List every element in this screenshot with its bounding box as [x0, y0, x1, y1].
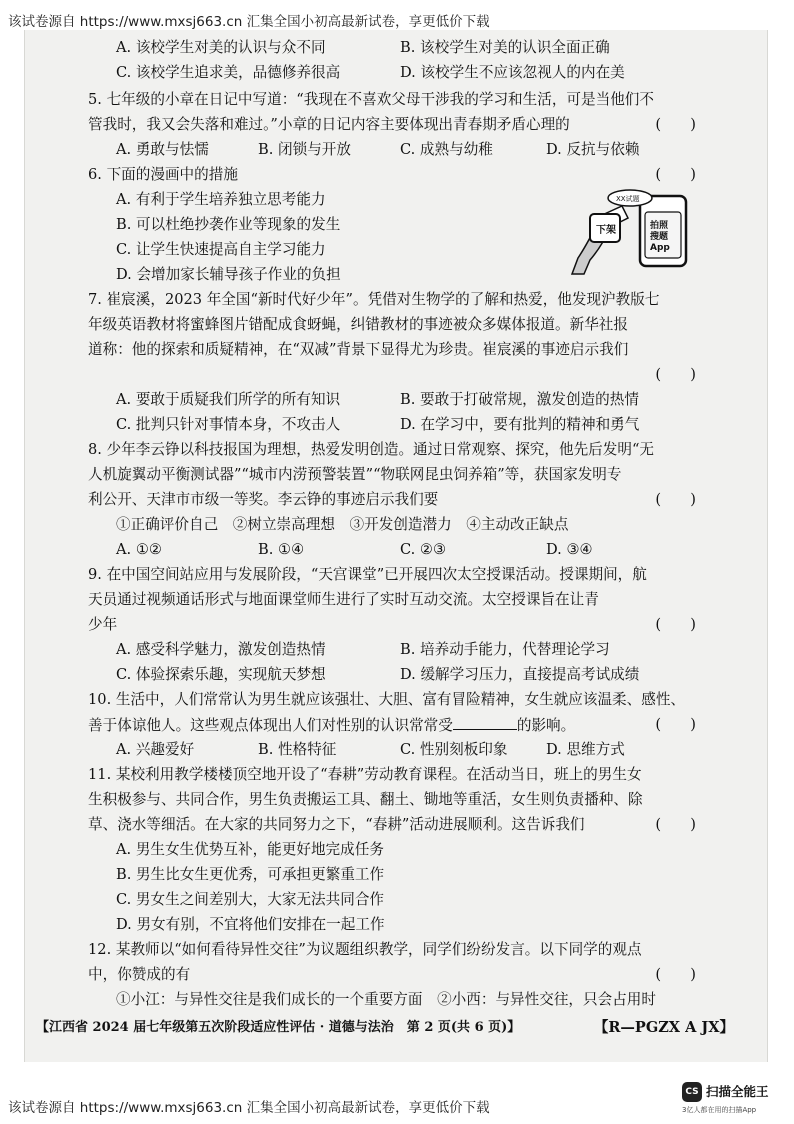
q9-stem-line2: 天员通过视频通话形式与地面课堂师生进行了实时互动交流。太空授课旨在让青 [88, 591, 599, 608]
q7-options-row2 [116, 413, 700, 437]
q9-options-row2 [116, 663, 700, 687]
q9-option-c: C. 体验探索乐趣，实现航天梦想 [116, 666, 326, 683]
q10-options [116, 738, 700, 762]
cartoon-drawing [570, 188, 700, 280]
cartoon-right-label: 拍照搜题 App [650, 221, 670, 253]
answer-paren: ( ) [655, 816, 696, 833]
q7-options-row1 [116, 388, 700, 412]
q5-option-d: D. 反抗与依赖 [546, 141, 640, 158]
q6-cartoon [570, 188, 700, 280]
fill-blank [453, 713, 517, 730]
q5-option-b: B. 闭锁与开放 [258, 141, 351, 158]
answer-paren: ( ) [655, 491, 696, 508]
q7-option-a: A. 要敢于质疑我们所学的所有知识 [116, 391, 341, 408]
q4-options-row1 [116, 36, 700, 60]
scanner-logo [682, 1080, 794, 1120]
answer-paren: ( ) [655, 116, 696, 133]
q8-option-b: B. ①④ [258, 541, 305, 558]
answer-paren: ( ) [655, 616, 696, 633]
q12-stem-line1: 12. 某教师以“如何看待异性交往”为议题组织教学，同学们纷纷发言。以下同学的观点 [88, 941, 642, 958]
q10-stem-line1: 10. 生活中，人们常常认为男生就应该强壮、大胆、富有冒险精神，女生就应该温柔、感性、 [88, 691, 686, 708]
q8-items: ①正确评价自己 ②树立崇高理想 ③开发创造潜力 ④主动改正缺点 [116, 516, 569, 533]
q4-options-row2 [116, 61, 700, 85]
logo-mark: CS [682, 1082, 702, 1102]
q9-options-row1 [116, 638, 700, 662]
q9-stem-line1: 9. 在中国空间站应用与发展阶段，“天宫课堂”已开展四次太空授课活动。授课期间，航 [88, 566, 647, 583]
q5-stem-line1: 5. 七年级的小章在日记中写道：“我现在不喜欢父母干涉我的学习和生活，可是当他们不 [88, 91, 654, 108]
q6-option-a: A. 有利于学生培养独立思考能力 [116, 191, 326, 208]
logo-tagline: 3亿人都在用的扫描App [682, 1106, 757, 1114]
cartoon-top-label: XX试题 [616, 195, 640, 203]
q8-option-c: C. ②③ [400, 541, 447, 558]
q8-options [116, 538, 700, 562]
q8-stem-line3: 利公开、天津市市级一等奖。李云铮的事迹启示我们要 ( ) [88, 488, 700, 512]
q8-option-d: D. ③④ [546, 541, 593, 558]
q8-stem-line2: 人机旋翼动平衡测试器”“城市内涝预警装置”“物联网昆虫饲养箱”等，获国家发明专 [88, 466, 622, 483]
q9-option-a: A. 感受科学魅力，激发创造热情 [116, 641, 326, 658]
q10-option-d: D. 思维方式 [546, 741, 625, 758]
q6-option-d: D. 会增加家长辅导孩子作业的负担 [116, 266, 341, 283]
q7-option-c: C. 批判只针对事情本身，不攻击人 [116, 416, 341, 433]
page-footer [36, 1016, 756, 1038]
footer-code: 【R—PGZX A JX】 [593, 1019, 734, 1036]
answer-paren: ( ) [655, 716, 696, 733]
q8-stem-line1: 8. 少年李云铮以科技报国为理想，热爱发明创造。通过日常观察、探究，他先后发明“无 [88, 441, 654, 458]
logo-name: 扫描全能王 [706, 1084, 769, 1099]
q7-stem-line1: 7. 崔宸溪，2023 年全国“新时代好少年”。凭借对生物学的了解和热爱，他发现沪教版七 [88, 291, 660, 308]
q5-stem-line2: 管我时，我又会失落和难过。”小章的日记内容主要体现出青春期矛盾心理的 ( ) [88, 113, 700, 137]
q7-option-b: B. 要敢于打破常规，激发创造的热情 [400, 391, 639, 408]
q12-item-line: ①小江：与异性交往是我们成长的一个重要方面 ②小西：与异性交往，只会占用时 [116, 991, 656, 1008]
answer-paren: ( ) [655, 966, 696, 983]
q4-option-c: C. 该校学生追求美，品德修养很高 [116, 64, 341, 81]
q11-option-a: A. 男生女生优势互补，能更好地完成任务 [116, 841, 384, 858]
footer-title: 【江西省 2024 届七年级第五次阶段适应性评估 · 道德与法治 第 2 页(共 6 页)】 [36, 1020, 521, 1035]
q5-option-c: C. 成熟与幼稚 [400, 141, 493, 158]
answer-paren: ( ) [655, 166, 696, 183]
q12-stem-line2: 中，你赞成的有 ( ) [88, 963, 700, 987]
cartoon-left-label: 下架 [596, 225, 616, 236]
q5-options [116, 138, 700, 162]
q4-option-b: B. 该校学生对美的认识全面正确 [400, 39, 610, 56]
q9-option-b: B. 培养动手能力，代替理论学习 [400, 641, 610, 658]
watermark-bottom: 该试卷源自 https://www.mxsj663.cn 汇集全国小初高最新试卷，享更低价下载 [8, 1100, 490, 1116]
q11-option-d: D. 男女有别，不宜将他们安排在一起工作 [116, 916, 385, 933]
q11-stem-line2: 生积极参与、共同合作，男生负责搬运工具、翻土、锄地等重活，女生则负责播种、除 [88, 791, 643, 808]
q6-option-c: C. 让学生快速提高自主学习能力 [116, 241, 326, 258]
watermark-top: 该试卷源自 https://www.mxsj663.cn 汇集全国小初高最新试卷，享更低价下载 [8, 14, 490, 30]
q10-stem-line2: 善于体谅他人。这些观点体现出人们对性别的认识常常受 的影响。 ( ) [88, 713, 700, 737]
q6-option-b: B. 可以杜绝抄袭作业等现象的发生 [116, 216, 341, 233]
answer-paren: ( ) [655, 366, 696, 383]
q7-option-d: D. 在学习中，要有批判的精神和勇气 [400, 416, 640, 433]
q11-option-b: B. 男生比女生更优秀，可承担更繁重工作 [116, 866, 385, 883]
q11-stem-line3: 草、浇水等细活。在大家的共同努力之下，“春耕”活动进展顺利。这告诉我们 ( ) [88, 813, 700, 837]
q10-option-a: A. 兴趣爱好 [116, 741, 195, 758]
q4-option-d: D. 该校学生不应该忽视人的内在美 [400, 64, 625, 81]
q9-stem-line3: 少年 ( ) [88, 613, 700, 637]
q6-stem: 6. 下面的漫画中的措施 ( ) [88, 163, 700, 187]
q7-stem-line2: 年级英语教材将蜜蜂图片错配成食蚜蝇，纠错教材的事迹被众多媒体报道。新华社报 [88, 316, 628, 333]
q11-option-c: C. 男女生之间差别大，大家无法共同合作 [116, 891, 385, 908]
q4-option-a: A. 该校学生对美的认识与众不同 [116, 39, 326, 56]
q8-option-a: A. ①② [116, 541, 162, 558]
q9-option-d: D. 缓解学习压力，直接提高考试成绩 [400, 666, 640, 683]
q5-option-a: A. 勇敢与怯懦 [116, 141, 209, 158]
q10-option-b: B. 性格特征 [258, 741, 337, 758]
q11-stem-line1: 11. 某校利用教学楼楼顶空地开设了“春耕”劳动教育课程。在活动当日，班上的男生女 [88, 766, 642, 783]
q10-option-c: C. 性别刻板印象 [400, 741, 508, 758]
q7-stem-line3: 道称：他的探索和质疑精神，在“双减”背景下显得尤为珍贵。崔宸溪的事迹启示我们 [88, 341, 629, 358]
q7-paren-line [88, 363, 700, 387]
